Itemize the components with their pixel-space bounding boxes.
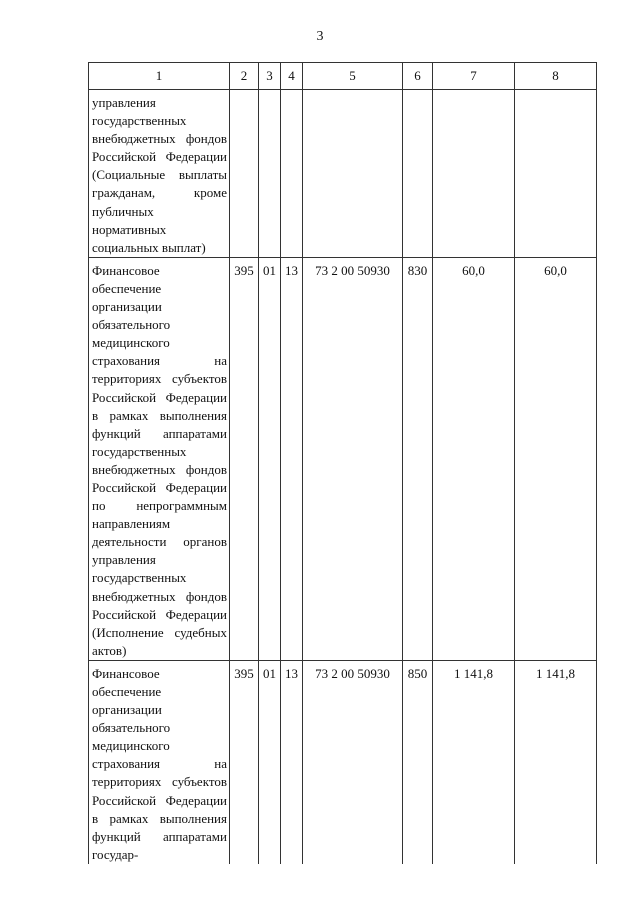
cell-c4: 13 (281, 257, 303, 660)
page-number: 3 (316, 29, 324, 44)
cell-c5 (303, 90, 403, 258)
cell-c3: 01 (259, 257, 281, 660)
cell-c2 (230, 90, 259, 258)
cell-c3: 01 (259, 660, 281, 864)
row-description: Финансовое обеспечение организации обязательного медицинского страхования на территориях субъектов Российской Федерации в рамках выполнения функций аппаратами государ- (89, 660, 230, 864)
cell-c6 (403, 90, 433, 258)
cell-c7: 1 141,8 (433, 660, 515, 864)
cell-c5: 73 2 00 50930 (303, 660, 403, 864)
cell-c6: 830 (403, 257, 433, 660)
row-description: Финансовое обеспечение организации обязательного медицинского страхования на территориях субъектов Российской Федерации в рамках выполнения функций аппаратами государственных внебюджетных фондов Российской Федерации по непрограммным направлениям деятельности органов управления государственных внебюджетных фондов Российской Федерации (Исполнение судебных актов) (89, 257, 230, 660)
budget-table (88, 62, 597, 864)
col-header-2: 2 (230, 63, 259, 90)
cell-c6: 850 (403, 660, 433, 864)
cell-c8 (515, 90, 597, 258)
col-header-8: 8 (515, 63, 597, 90)
cell-c3 (259, 90, 281, 258)
table-row (89, 660, 597, 864)
col-header-3: 3 (259, 63, 281, 90)
cell-c2: 395 (230, 257, 259, 660)
row-description: управления государственных внебюджетных фондов Российской Федерации (Социальные выплаты гражданам, кроме публичных нормативных социальных выплат) (89, 90, 230, 258)
cell-c4: 13 (281, 660, 303, 864)
col-header-7: 7 (433, 63, 515, 90)
col-header-6: 6 (403, 63, 433, 90)
cell-c5: 73 2 00 50930 (303, 257, 403, 660)
cell-c7: 60,0 (433, 257, 515, 660)
cell-c2: 395 (230, 660, 259, 864)
table-row (89, 90, 597, 258)
col-header-1: 1 (89, 63, 230, 90)
col-header-5: 5 (303, 63, 403, 90)
header-row (89, 63, 597, 90)
cell-c7 (433, 90, 515, 258)
cell-c8: 60,0 (515, 257, 597, 660)
table-row (89, 257, 597, 660)
cell-c8: 1 141,8 (515, 660, 597, 864)
col-header-4: 4 (281, 63, 303, 90)
cell-c4 (281, 90, 303, 258)
